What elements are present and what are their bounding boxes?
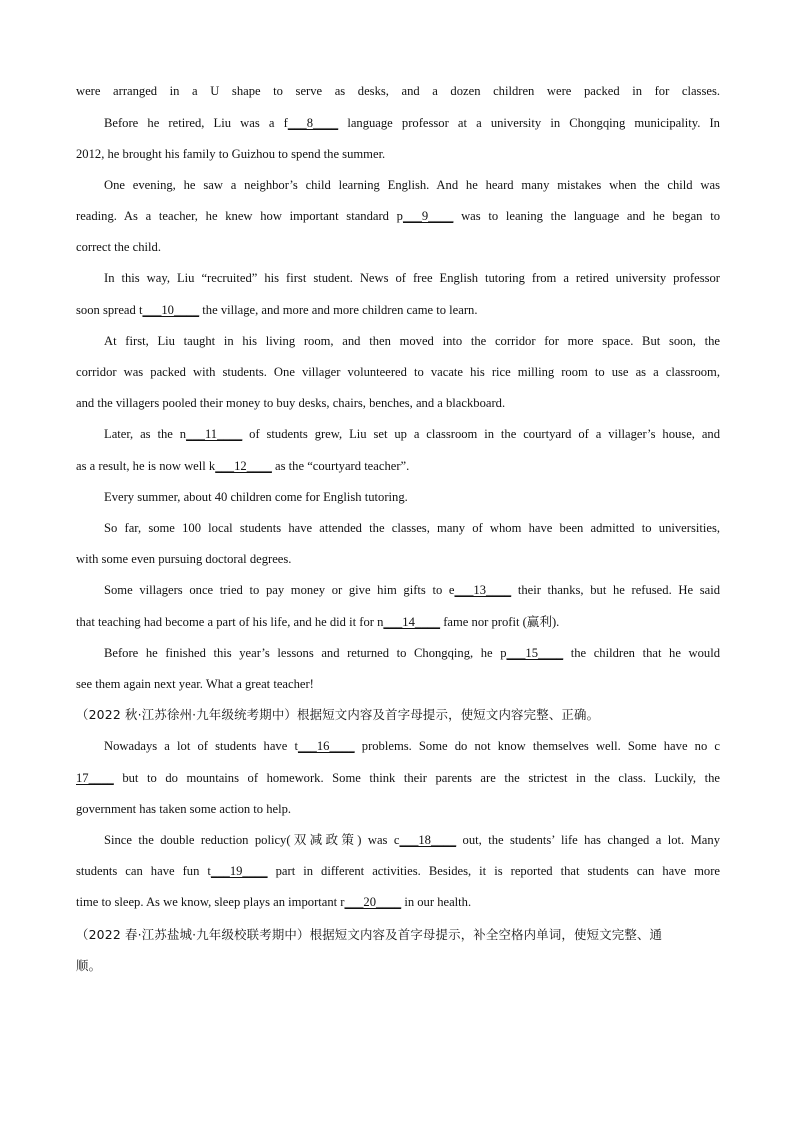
blank-18[interactable]: ___18____ xyxy=(399,833,457,847)
text-before-blank: Since the double reduction policy(双减政策) was c xyxy=(104,833,400,847)
section-heading: （2022 秋·江苏徐州·九年级统考期中）根据短文内容及首字母提示，使短文内容完整、正确。 xyxy=(76,707,600,722)
text-before-blank: time to sleep. As we know, sleep plays an important r xyxy=(76,895,345,909)
text-line: So far, some 100 local students have attended the classes, many of whom have been admitted to universities, xyxy=(104,521,720,535)
text-before-blank: soon spread t xyxy=(76,303,143,317)
text-line: At first, Liu taught in his living room, and then moved into the corridor for more space. But soon, the xyxy=(104,334,720,348)
text-line: 2012, he brought his family to Guizhou to spend the summer. xyxy=(76,147,386,161)
text-after-blank: fame nor profit (赢利). xyxy=(440,615,560,629)
blank-13[interactable]: ___13____ xyxy=(454,583,512,597)
blank-19[interactable]: ___19____ xyxy=(210,864,268,878)
text-line-with-blank xyxy=(104,738,720,754)
section-heading: （2022 春·江苏盐城·九年级校联考期中）根据短文内容及首字母提示，补全空格内单词，使短文完整、通 xyxy=(76,927,663,942)
text-line-with-blank xyxy=(76,863,720,879)
text-line-with-blank xyxy=(76,208,720,224)
text-after-blank: but to do mountains of homework. Some think their parents are the strictest in the class. Luckily, the xyxy=(113,771,720,785)
text-line-with-blank xyxy=(76,614,720,630)
text-line-with-blank xyxy=(104,645,720,661)
text-after-blank: the village, and more and more children came to learn. xyxy=(199,303,478,317)
text-line-with-blank xyxy=(104,582,720,598)
text-before-blank: that teaching had become a part of his life, and he did it for n xyxy=(76,615,384,629)
blank-9[interactable]: ___9____ xyxy=(402,209,454,223)
text-after-blank: of students grew, Liu set up a classroom in the courtyard of a villager’s house, and xyxy=(242,427,721,441)
blank-15[interactable]: ___15____ xyxy=(506,646,564,660)
text-before-blank: students can have fun t xyxy=(76,864,211,878)
text-line: were arranged in a U shape to serve as desks, and a dozen children were packed in for classes. xyxy=(76,84,720,98)
text-after-blank: in our health. xyxy=(401,895,472,909)
text-line-with-blank xyxy=(76,770,720,786)
text-line-with-blank xyxy=(104,115,720,131)
text-before-blank: Some villagers once tried to pay money or give him gifts to e xyxy=(104,583,455,597)
text-line-with-blank xyxy=(76,458,720,474)
blank-17[interactable]: 17____ xyxy=(76,771,114,785)
text-before-blank: Before he finished this year’s lessons and returned to Chongqing, he p xyxy=(104,646,507,660)
text-line: corridor was packed with students. One villager volunteered to vacate his rice milling room to use as a classroom, xyxy=(76,365,720,379)
text-line: correct the child. xyxy=(76,240,161,254)
blank-16[interactable]: ___16____ xyxy=(297,739,355,753)
section-heading-continued: 顺。 xyxy=(76,958,102,973)
text-before-blank: as a result, he is now well k xyxy=(76,459,216,473)
text-after-blank: out, the students’ life has changed a lot. Many xyxy=(456,833,720,847)
text-after-blank: language professor at a university in Chongqing municipality. In xyxy=(338,116,720,130)
text-after-blank: part in different activities. Besides, it is reported that students can have more xyxy=(267,864,720,878)
text-line-with-blank xyxy=(104,832,720,848)
text-before-blank: Before he retired, Liu was a f xyxy=(104,116,288,130)
blank-10[interactable]: ___10____ xyxy=(142,303,200,317)
text-before-blank: Later, as the n xyxy=(104,427,187,441)
blank-20[interactable]: ___20____ xyxy=(344,895,402,909)
text-line-with-blank xyxy=(76,894,720,910)
text-line: government has taken some action to help. xyxy=(76,802,292,816)
blank-11[interactable]: ___11____ xyxy=(186,427,243,441)
text-line: In this way, Liu “recruited” his first student. News of free English tutoring from a retired university professor xyxy=(104,271,720,285)
text-after-blank: the children that he would xyxy=(563,646,720,660)
text-line: Every summer, about 40 children come for English tutoring. xyxy=(104,490,408,504)
text-before-blank: Nowadays a lot of students have t xyxy=(104,739,298,753)
text-after-blank: was to leaning the language and he began to xyxy=(453,209,720,223)
blank-14[interactable]: ___14____ xyxy=(383,615,441,629)
blank-12[interactable]: ___12____ xyxy=(215,459,272,473)
text-line-with-blank xyxy=(76,302,720,318)
text-after-blank: their thanks, but he refused. He said xyxy=(511,583,720,597)
text-after-blank: as the “courtyard teacher”. xyxy=(271,459,410,473)
text-before-blank: reading. As a teacher, he knew how important standard p xyxy=(76,209,403,223)
text-after-blank: problems. Some do not know themselves well. Some have no c xyxy=(354,739,720,753)
text-line: One evening, he saw a neighbor’s child learning English. And he heard many mistakes when the child was xyxy=(104,178,720,192)
blank-8[interactable]: ___8____ xyxy=(287,116,339,130)
text-line: and the villagers pooled their money to buy desks, chairs, benches, and a blackboard. xyxy=(76,396,506,410)
text-line: see them again next year. What a great teacher! xyxy=(76,677,314,691)
text-line: with some even pursuing doctoral degrees. xyxy=(76,552,292,566)
text-line-with-blank xyxy=(104,426,720,442)
